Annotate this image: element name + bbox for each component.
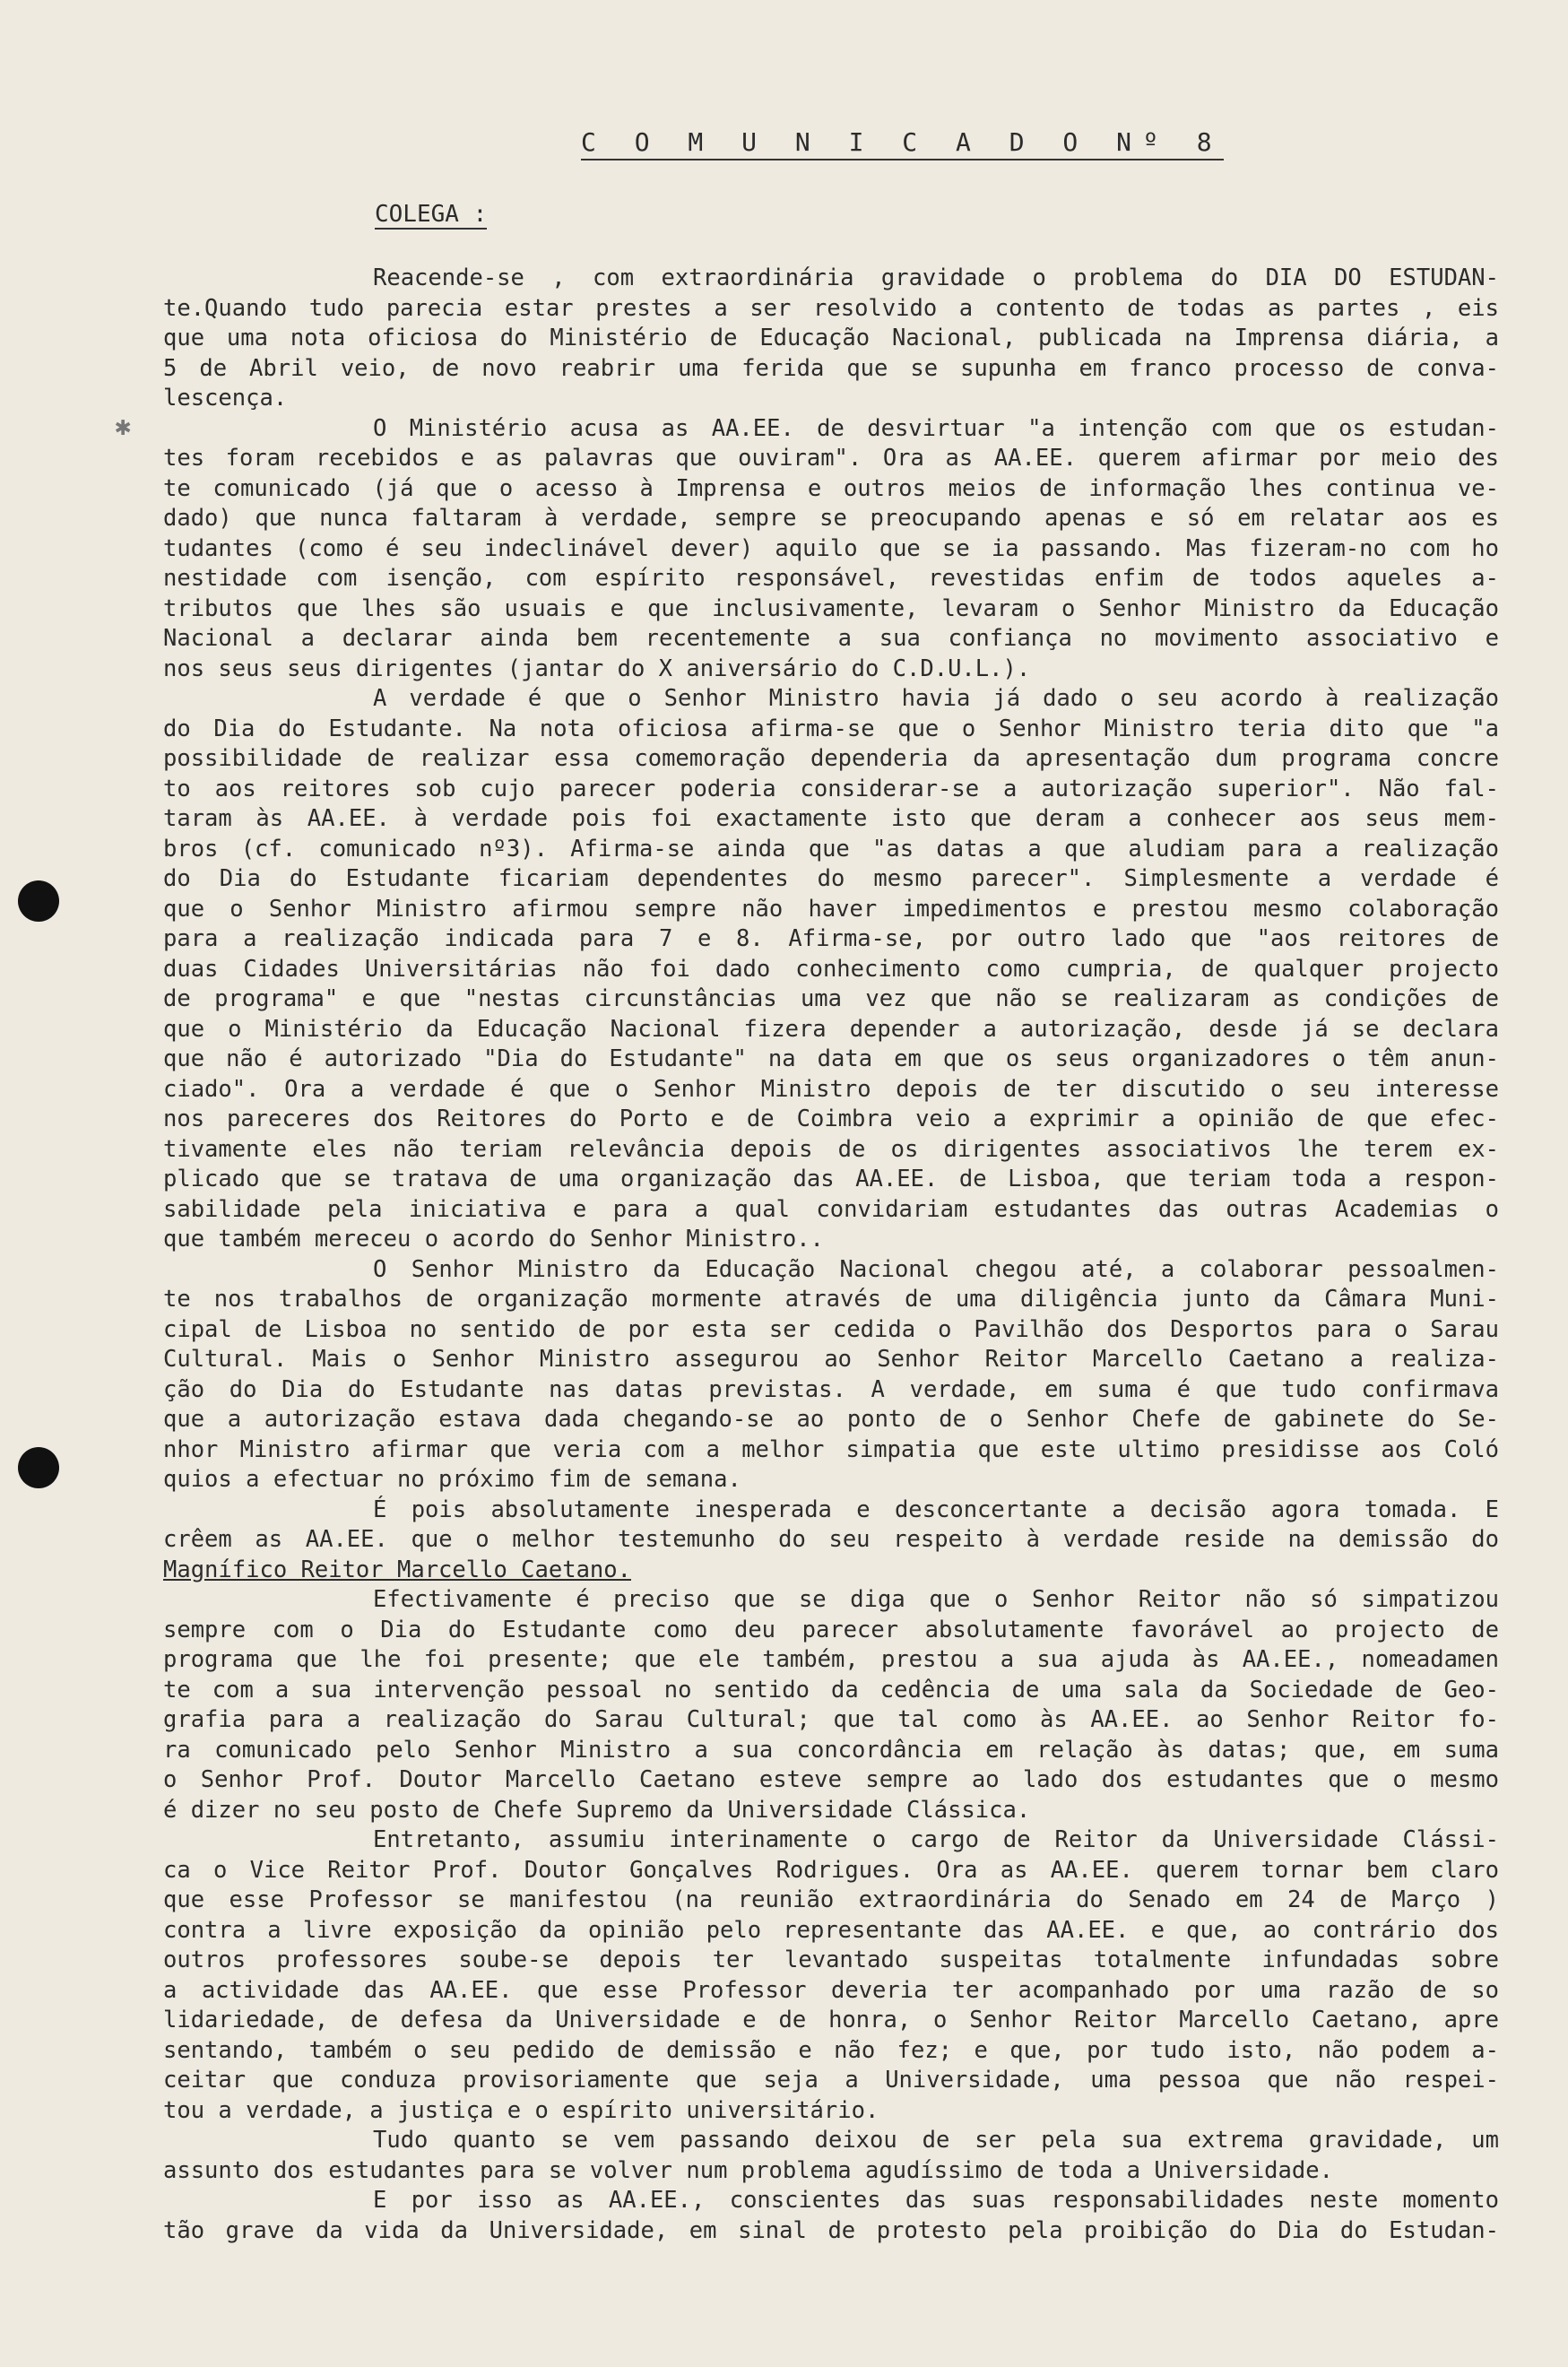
text-line: a actividade das AA.EE. que esse Professor deveria ter acompanhado por uma razão de so: [163, 1976, 1499, 2004]
text-line: duas Cidades Universitárias não foi dado conhecimento como cumpria, de qualquer projecto: [163, 955, 1499, 983]
text-line: nhor Ministro afirmar que veria com a melhor simpatia que este ultimo presidisse aos Coló: [163, 1435, 1499, 1463]
text-line: Nacional a declarar ainda bem recentemente a sua confiança no movimento associativo e: [163, 625, 1499, 652]
punch-hole-bottom: [18, 1447, 59, 1488]
text-line: tes foram recebidos e as palavras que ouviram". Ora as AA.EE. querem afirmar por meio des: [163, 445, 1499, 472]
text-line: Efectivamente é preciso que se diga que o Senhor Reitor não só simpatizou: [373, 1586, 1499, 1613]
text-line: que não é autorizado "Dia do Estudante" na data em que os seus organizadores o têm anun-: [163, 1045, 1499, 1072]
text-line: programa que lhe foi presente; que ele também, prestou a sua ajuda às AA.EE., nomeadamen: [163, 1646, 1499, 1673]
text-line: cipal de Lisboa no sentido de por esta ser cedida o Pavilhão dos Desportos para o Sarau: [163, 1315, 1499, 1343]
text-line: ra comunicado pelo Senhor Ministro a sua concordância em relação às datas; que, em suma: [163, 1736, 1499, 1764]
greeting-label: COLEGA :: [375, 201, 488, 228]
text-line: E por isso as AA.EE., conscientes das suas responsabilidades neste momento: [373, 2187, 1499, 2214]
text-line: te com a sua intervenção pessoal no sentido da cedência de uma sala da Sociedade de Geo-: [163, 1676, 1499, 1704]
text-line: quios a efectuar no próximo fim de semana.: [163, 1466, 741, 1493]
text-line: tou a verdade, a justiça e o espírito universitário.: [163, 2096, 879, 2124]
text-line: Magnífico Reitor Marcello Caetano.: [163, 1556, 631, 1583]
text-line: possibilidade de realizar essa comemoração dependeria da apresentação dum programa concre: [163, 745, 1499, 772]
greeting: [375, 201, 487, 228]
text-line: nestidade com isenção, com espírito responsável, revestidas enfim de todos aqueles a-: [163, 565, 1499, 592]
text-line: para a realização indicada para 7 e 8. Afirma-se, por outro lado que "aos reitores de: [163, 925, 1499, 952]
text-line: do Dia do Estudante ficariam dependentes do mesmo parecer". Simplesmente a verdade é: [163, 865, 1499, 892]
text-line: taram às AA.EE. à verdade pois foi exactamente isto que deram a conhecer aos seus mem-: [163, 805, 1499, 832]
text-line: lescença.: [163, 385, 288, 412]
text-line: crêem as AA.EE. que o melhor testemunho do seu respeito à verdade reside na demissão do: [163, 1526, 1499, 1553]
text-line: assunto dos estudantes para se volver num problema agudíssimo de toda a Universidade.: [163, 2156, 1333, 2184]
text-line: nos pareceres dos Reitores do Porto e de Coimbra veio a exprimir a opinião de que efec-: [163, 1105, 1499, 1132]
text-line: O Senhor Ministro da Educação Nacional chegou até, a colaborar pessoalmen-: [373, 1255, 1499, 1283]
text-line: tivamente eles não teriam relevância depois de os dirigentes associativos lhe terem ex-: [163, 1135, 1499, 1163]
text-line: tributos que lhes são usuais e que inclusivamente, levaram o Senhor Ministro da Educação: [163, 594, 1499, 622]
pencil-mark: ✱: [115, 411, 132, 442]
text-line: contra a livre exposição da opinião pelo representante das AA.EE. e que, ao contrário dos: [163, 1916, 1499, 1944]
text-line: que também mereceu o acordo do Senhor Ministro..: [163, 1226, 824, 1253]
text-line: ção do Dia do Estudante nas datas previstas. A verdade, em suma é que tudo confirmava: [163, 1375, 1499, 1403]
text-line: lidariedade, de defesa da Universidade e de honra, o Senhor Reitor Marcello Caetano, apre: [163, 2007, 1499, 2033]
text-line: que uma nota oficiosa do Ministério de Educação Nacional, publicada na Imprensa diária, a: [163, 325, 1499, 351]
text-line: ca o Vice Reitor Prof. Doutor Gonçalves Rodrigues. Ora as AA.EE. querem tornar bem claro: [163, 1856, 1499, 1884]
text-line: é dizer no seu posto de Chefe Supremo da Universidade Clássica.: [163, 1796, 1031, 1824]
punch-hole-top: [18, 880, 59, 922]
text-line: ciado". Ora a verdade é que o Senhor Ministro depois de ter discutido o seu interesse: [163, 1075, 1499, 1103]
text-line: sentando, também o seu pedido de demissão e não fez; e que, por tudo isto, não podem a-: [163, 2036, 1499, 2064]
text-line: tudantes (como é seu indeclinável dever) aquilo que se ia passando. Mas fizeram-no com ho: [163, 534, 1499, 562]
text-line: te nos trabalhos de organização mormente através de uma diligência junto da Câmara Muni-: [163, 1286, 1499, 1313]
text-line: Reacende-se , com extraordinária gravidade o problema do DIA DO ESTUDAN-: [373, 264, 1499, 291]
text-line: dado) que nunca faltaram à verdade, sempre se preocupando apenas e só em relatar aos es: [163, 505, 1499, 532]
text-line: grafia para a realização do Sarau Cultural; que tal como às AA.EE. ao Senhor Reitor fo-: [163, 1706, 1499, 1733]
text-line: to aos reitores sob cujo parecer poderia considerar-se a autorização superior". Não fal-: [163, 775, 1499, 802]
text-line: Entretanto, assumiu interinamente o cargo de Reitor da Universidade Clássi-: [373, 1826, 1499, 1853]
text-line: O Ministério acusa as AA.EE. de desvirtuar "a intenção com que os estudan-: [373, 414, 1499, 442]
text-line: bros (cf. comunicado nº3). Afirma-se ainda que "as datas a que aludiam para a realização: [163, 835, 1499, 863]
text-line: sabilidade pela iniciativa e para a qual convidariam estudantes das outras Academias o: [163, 1195, 1499, 1223]
text-line: ceitar que conduza provisoriamente que seja a Universidade, uma pessoa que não respei-: [163, 2067, 1499, 2094]
text-line: Cultural. Mais o Senhor Ministro assegurou ao Senhor Reitor Marcello Caetano a realiza-: [163, 1346, 1499, 1373]
text-line: plicado que se tratava de uma organização das AA.EE. de Lisboa, que teriam toda a respon-: [163, 1166, 1499, 1192]
text-line: 5 de Abril veio, de novo reabrir uma ferida que se supunha em franco processo de conva-: [163, 354, 1499, 382]
text-line: que o Ministério da Educação Nacional fizera depender a autorização, desde já se declara: [163, 1015, 1499, 1043]
text-line: que esse Professor se manifestou (na reunião extraordinária do Senado em 24 de Março ): [163, 1886, 1499, 1913]
text-line: do Dia do Estudante. Na nota oficiosa afirma-se que o Senhor Ministro teria dito que "a: [163, 715, 1499, 742]
text-line: de programa" e que "nestas circunstâncias uma vez que não se realizaram as condições de: [163, 985, 1499, 1012]
text-line: o Senhor Prof. Doutor Marcello Caetano esteve sempre ao lado dos estudantes que o mesmo: [163, 1766, 1499, 1793]
page-title: C O M U N I C A D O Nº 8: [581, 127, 1224, 160]
text-line: que o Senhor Ministro afirmou sempre não haver impedimentos e prestou mesmo colaboração: [163, 895, 1499, 923]
text-line: outros professores soube-se depois ter levantado suspeitas totalmente infundadas sobre: [163, 1946, 1499, 1973]
text-line: nos seus seus dirigentes (jantar do X aniversário do C.D.U.L.).: [163, 655, 1031, 682]
document-body: [163, 264, 1499, 2246]
text-line: A verdade é que o Senhor Ministro havia já dado o seu acordo à realização: [373, 685, 1499, 712]
text-line: tão grave da vida da Universidade, em sinal de protesto pela proibição do Dia do Estudan-: [163, 2216, 1499, 2244]
text-line: sempre com o Dia do Estudante como deu parecer absolutamente favorável ao projecto de: [163, 1616, 1499, 1643]
text-line: É pois absolutamente inesperada e desconcertante a decisão agora tomada. E: [373, 1496, 1499, 1523]
text-line: te.Quando tudo parecia estar prestes a ser resolvido a contento de todas as partes , eis: [163, 294, 1499, 322]
text-line: que a autorização estava dada chegando-se ao ponto de o Senhor Chefe de gabinete do Se-: [163, 1406, 1499, 1433]
text-line: te comunicado (já que o acesso à Imprensa e outros meios de informação lhes continua ve-: [163, 474, 1499, 502]
text-line: Tudo quanto se vem passando deixou de ser pela sua extrema gravidade, um: [373, 2127, 1499, 2154]
